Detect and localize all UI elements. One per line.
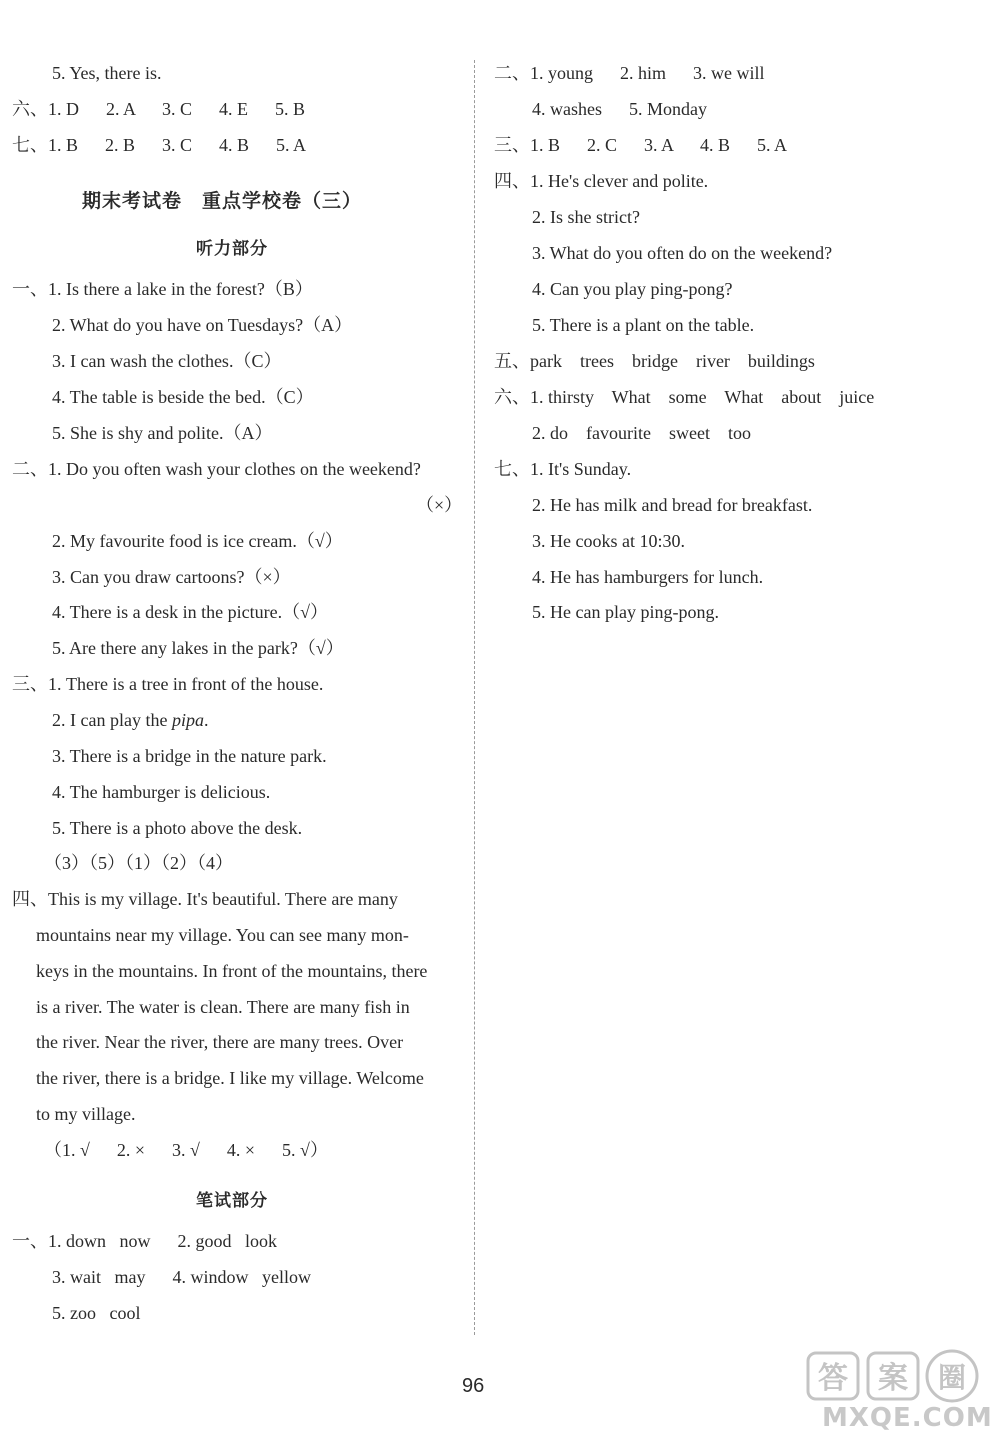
answer-line: 二、1. young 2. him 3. we will bbox=[494, 63, 765, 83]
answer-line: 5. Yes, there is. bbox=[52, 63, 162, 83]
listening-section-title: 听力部分 bbox=[196, 239, 268, 259]
answer-text: . bbox=[203, 710, 209, 730]
answer-line: （3）（5）（1）（2）（4） bbox=[44, 853, 233, 873]
svg-text:答: 答 bbox=[818, 1361, 848, 1396]
answer-line: 3. Can you draw cartoons?（×） bbox=[52, 567, 291, 587]
answer-line: 二、1. Do you often wash your clothes on the weekend? bbox=[12, 459, 421, 479]
answer-line: 2. What do you have on Tuesdays?（A） bbox=[52, 315, 353, 335]
answer-line: 5. He can play ping-pong. bbox=[532, 602, 719, 622]
italic-word: pipa bbox=[171, 710, 204, 730]
answer-line: 3. wait may 4. window yellow bbox=[52, 1267, 311, 1287]
answer-line: 七、1. It's Sunday. bbox=[494, 459, 632, 479]
answer-line: 六、1. D 2. A 3. C 4. E 5. B bbox=[12, 99, 306, 119]
written-section-title: 笔试部分 bbox=[196, 1191, 268, 1211]
answer-line: 5. She is shy and polite.（A） bbox=[52, 423, 273, 443]
exam-title: 期末考试卷 重点学校卷（三） bbox=[82, 190, 363, 212]
answer-line: 5. There is a plant on the table. bbox=[532, 315, 755, 335]
page-number: 96 bbox=[462, 1375, 485, 1397]
answer-line: 六、1. thirsty What some What about juice bbox=[494, 387, 875, 407]
passage-line: the river. Near the river, there are many trees. Over bbox=[36, 1032, 404, 1052]
answer-line: （1. √ 2. × 3. √ 4. × 5. √） bbox=[44, 1140, 328, 1160]
answer-line: 5. There is a photo above the desk. bbox=[52, 818, 303, 838]
svg-text:案: 案 bbox=[878, 1361, 908, 1396]
answer-line: 3. There is a bridge in the nature park. bbox=[52, 746, 327, 766]
answer-line: 4. Can you play ping-pong? bbox=[532, 279, 733, 299]
answer-mark: （×） bbox=[416, 495, 463, 515]
answer-line: 2. He has milk and bread for breakfast. bbox=[532, 495, 813, 515]
answer-line: 4. washes 5. Monday bbox=[532, 99, 707, 119]
answer-line: 2. My favourite food is ice cream.（√） bbox=[52, 531, 343, 551]
answer-line: 2. do favourite sweet too bbox=[532, 423, 751, 443]
answer-line: 一、1. Is there a lake in the forest?（B） bbox=[12, 279, 313, 299]
answer-line: 4. The hamburger is delicious. bbox=[52, 782, 271, 802]
answer-line: 5. zoo cool bbox=[52, 1303, 141, 1323]
passage-line: is a river. The water is clean. There are many fish in bbox=[36, 997, 410, 1017]
answer-line: 4. The table is beside the bed.（C） bbox=[52, 387, 314, 407]
answer-line: 3. He cooks at 10:30. bbox=[532, 531, 685, 551]
answer-line: 七、1. B 2. B 3. C 4. B 5. A bbox=[12, 135, 307, 155]
passage-line: the river, there is a bridge. I like my village. Welcome bbox=[36, 1068, 424, 1088]
passage-line: to my village. bbox=[36, 1104, 136, 1124]
answer-line: 4. There is a desk in the picture.（√） bbox=[52, 602, 328, 622]
answer-line: 5. Are there any lakes in the park?（√） bbox=[52, 638, 344, 658]
answer-line: 四、1. He's clever and polite. bbox=[494, 171, 709, 191]
answer-line: 三、1. B 2. C 3. A 4. B 5. A bbox=[494, 135, 788, 155]
watermark-url: MXQE.COM bbox=[822, 1403, 993, 1433]
answer-line: 2. Is she strict? bbox=[532, 207, 640, 227]
answer-line: 三、1. There is a tree in front of the house. bbox=[12, 674, 324, 694]
answer-line bbox=[52, 709, 208, 731]
answer-line: 一、1. down now 2. good look bbox=[12, 1231, 277, 1251]
answer-line: 3. What do you often do on the weekend? bbox=[532, 243, 833, 263]
passage-line: mountains near my village. You can see many mon- bbox=[36, 925, 409, 945]
svg-text:圈: 圈 bbox=[937, 1361, 967, 1394]
answer-line: 3. I can wash the clothes.（C） bbox=[52, 351, 282, 371]
answer-line: 五、park trees bridge river buildings bbox=[494, 351, 815, 371]
column-divider bbox=[474, 60, 475, 1335]
passage-line: keys in the mountains. In front of the mountains, there bbox=[36, 961, 428, 981]
answer-line: 4. He has hamburgers for lunch. bbox=[532, 567, 764, 587]
passage-line: 四、This is my village. It's beautiful. There are many bbox=[12, 889, 398, 909]
answer-text: 2. I can play the bbox=[52, 710, 172, 730]
